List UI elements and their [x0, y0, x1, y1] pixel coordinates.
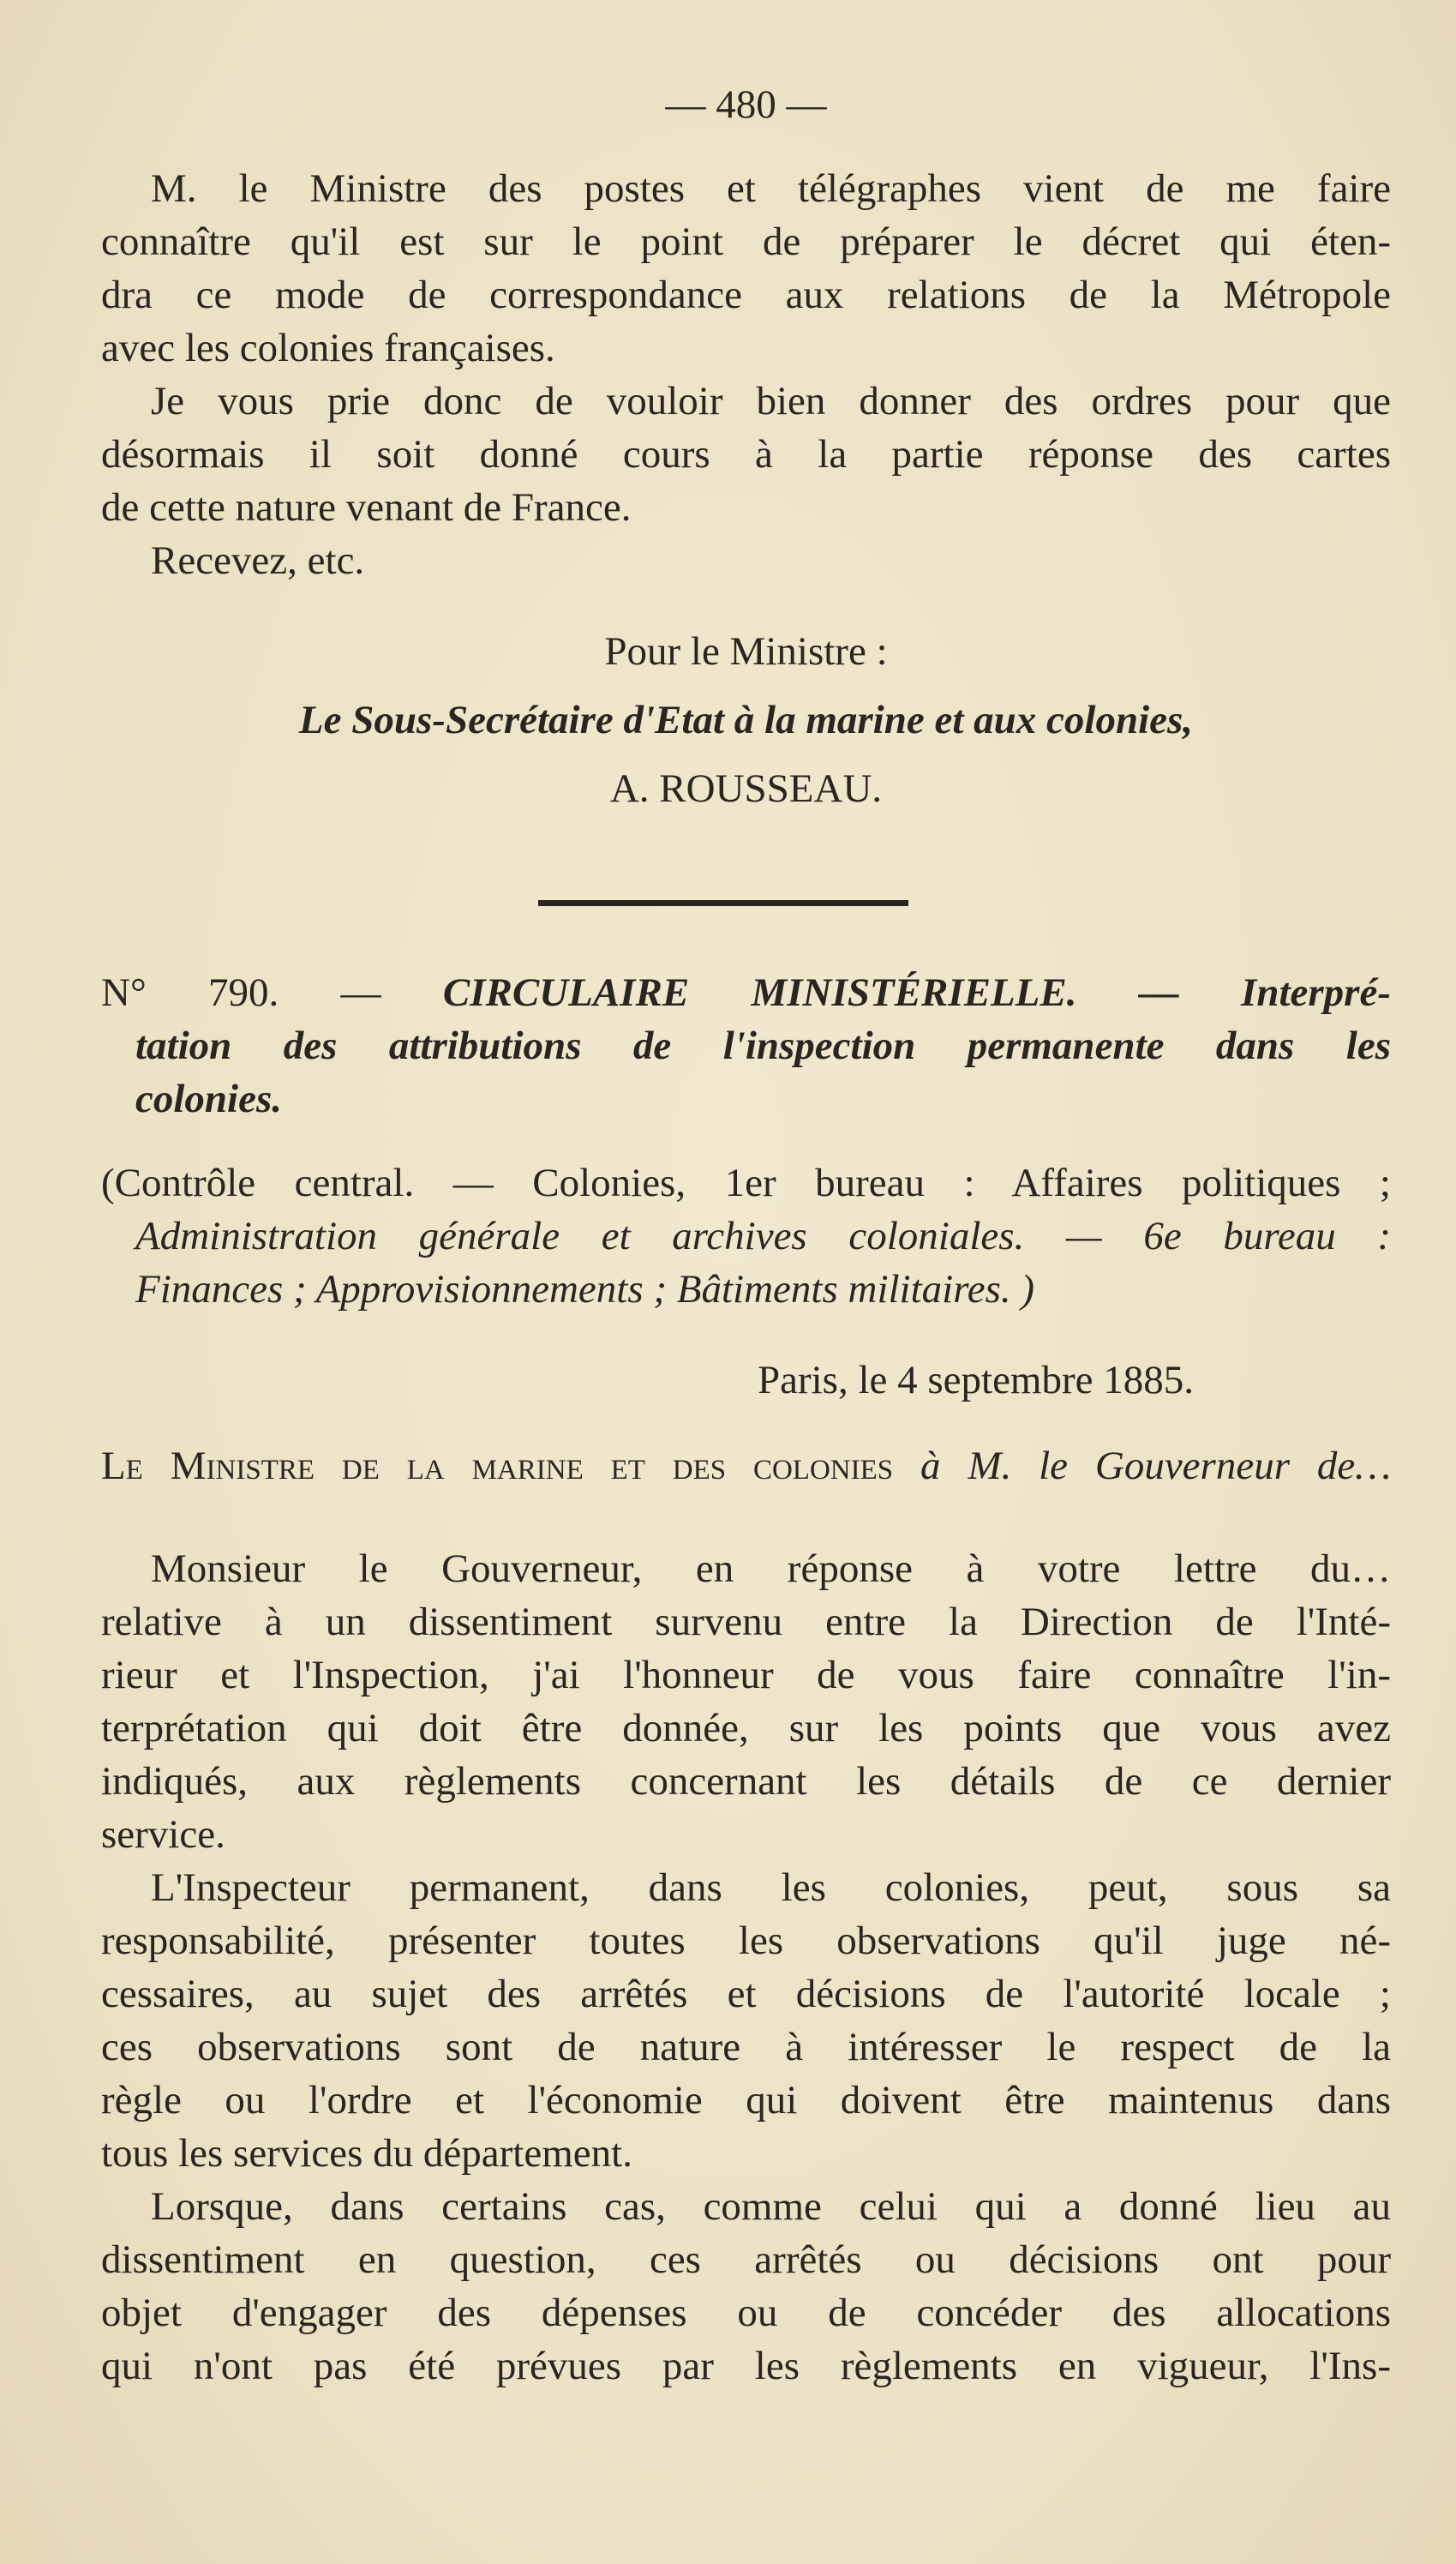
text-line: avec les colonies françaises.: [101, 326, 555, 370]
page-number: — 480 —: [665, 82, 827, 127]
circular-heading-line: colonies.: [135, 1077, 283, 1121]
circular-heading: N° 790. — CIRCULAIRE MINISTÉRIELLE. — Interpré-: [101, 970, 1391, 1015]
text-line: rieur et l'Inspection, j'ai l'honneur de vous faire connaître l'in-: [101, 1653, 1391, 1697]
text-line: dra ce mode de correspondance aux relations de la Métropole: [101, 273, 1391, 317]
text-line: indiqués, aux règlements concernant les détails de ce dernier: [101, 1759, 1391, 1804]
text-line: M. le Ministre des postes et télégraphes vient de me faire: [151, 166, 1391, 211]
text-line: Recevez, etc.: [151, 538, 365, 583]
text-line: Lorsque, dans certains cas, comme celui qui a donné lieu au: [151, 2184, 1391, 2229]
control-line: Finances ; Approvisionnements ; Bâtiments militaires. ): [135, 1267, 1035, 1312]
control-line: Administration générale et archives coloniales. — 6e bureau :: [135, 1214, 1391, 1258]
section-divider: [538, 900, 908, 906]
control-line: (Contrôle central. — Colonies, 1er bureau : Affaires politiques ;: [101, 1161, 1391, 1205]
text-line: terprétation qui doit être donnée, sur les points que vous avez: [101, 1706, 1391, 1750]
text-line: relative à un dissentiment survenu entre la Direction de l'Inté-: [101, 1600, 1391, 1644]
text-line: ces observations sont de nature à intéresser le respect de la: [101, 2025, 1391, 2069]
text-line: L'Inspecteur permanent, dans les colonies, peut, sous sa: [151, 1865, 1391, 1910]
signature-name: A. ROUSSEAU.: [609, 766, 883, 811]
date-line: Paris, le 4 septembre 1885.: [757, 1358, 1194, 1402]
text-line: Monsieur le Gouverneur, en réponse à votre lettre du…: [151, 1546, 1391, 1591]
signature-title: Le Sous-Secrétaire d'Etat à la marine et aux colonies,: [298, 698, 1194, 742]
text-line: règle ou l'ordre et l'économie qui doivent être maintenus dans: [101, 2078, 1391, 2123]
text-line: désormais il soit donné cours à la partie réponse des cartes: [101, 432, 1391, 477]
text-line: responsabilité, présenter toutes les observations qu'il juge né-: [101, 1918, 1391, 1963]
text-line: tous les services du département.: [101, 2131, 632, 2176]
text-line: objet d'engager des dépenses ou de concéder des allocations: [101, 2291, 1391, 2335]
text-line: Je vous prie donc de vouloir bien donner des ordres pour que: [151, 379, 1391, 423]
circular-heading-line: tation des attributions de l'inspection permanente dans les: [135, 1024, 1391, 1068]
text-line: dissentiment en question, ces arrêtés ou décisions ont pour: [101, 2237, 1391, 2282]
text-line: cessaires, au sujet des arrêtés et décisions de l'autorité locale ;: [101, 1972, 1391, 2016]
addressee-line: Le Ministre de la marine et des colonies à M. le Gouverneur de…: [101, 1444, 1391, 1488]
text-line: de cette nature venant de France.: [101, 485, 632, 530]
text-line: service.: [101, 1812, 225, 1857]
text-line: connaître qu'il est sur le point de préparer le décret qui éten-: [101, 219, 1391, 264]
text-line: qui n'ont pas été prévues par les règlements en vigueur, l'Ins-: [101, 2344, 1391, 2388]
signature-pour: Pour le Ministre :: [604, 629, 888, 674]
